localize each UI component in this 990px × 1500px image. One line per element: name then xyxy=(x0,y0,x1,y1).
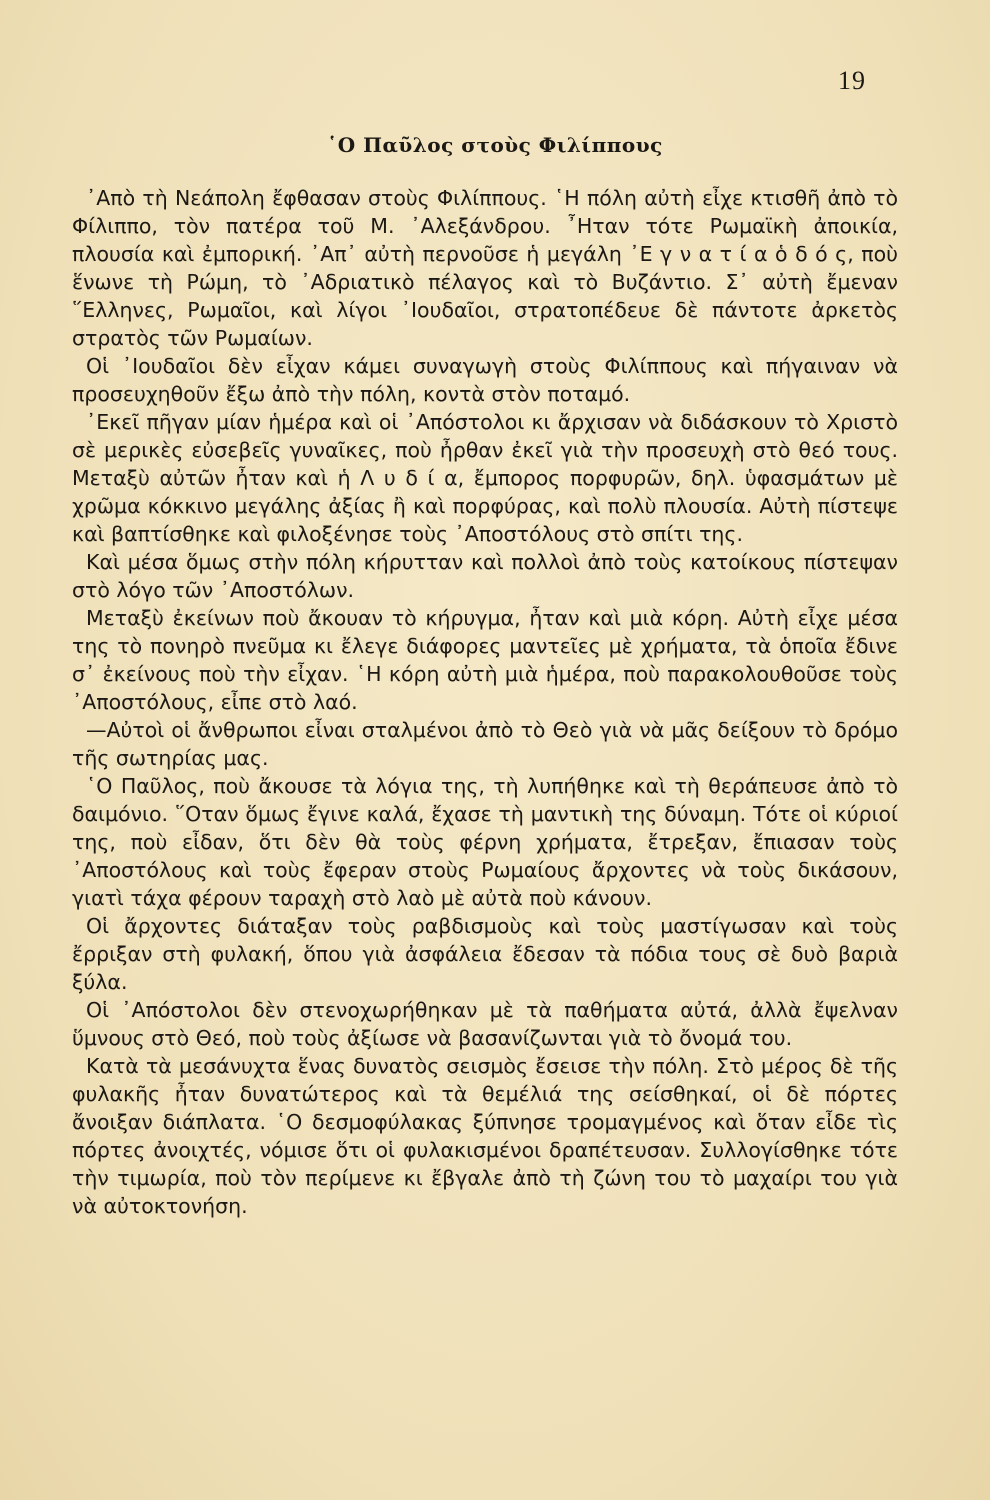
paragraph: Κατὰ τὰ μεσάνυχτα ἕνας δυνατὸς σεισμὸς ἔσεισε τὴν πόλη. Στὸ μέρος δὲ τῆς φυλακῆς ἦταν δυνατώτερος καὶ τὰ θεμέλιά της σείσθηκαί, οἱ δὲ πόρτες ἄνοιξαν διάπλατα. ῾Ο δεσμοφύλακας ξύπνησε τρομαγμένος καὶ ὅταν εἶδε τὶς πόρτες ἀνοιχτές, νόμισε ὅτι οἱ φυλακισμένοι δραπέτευσαν. Συλλογίσθηκε τότε τὴν τιμωρία, ποὺ τὸν περίμενε κι ἔβγαλε ἀπὸ τὴ ζώνη του τὸ μαχαίρι του γιὰ νὰ αὐτοκτονήση. xyxy=(72,1054,898,1218)
paragraph: Οἱ ᾿Απόστολοι δὲν στενοχωρήθηκαν μὲ τὰ παθήματα αὐτά, ἀλλὰ ἔψελναν ὕμνους στὸ Θεό, ποὺ τοὺς ἀξίωσε νὰ βασανίζωνται γιὰ τὸ ὄνομά του. xyxy=(72,998,898,1050)
paragraph: ᾿Απὸ τὴ Νεάπολη ἔφθασαν στοὺς Φιλίππους. ῾Η πόλη αὐτὴ εἶχε κτισθῆ ἀπὸ τὸ Φίλιππο, τὸν πατέρα τοῦ Μ. ᾿Αλεξάνδρου. ῏Ηταν τότε Ρωμαϊκὴ ἀποικία, πλουσία καὶ ἐμπορική. ᾿Απ᾿ αὐτὴ περνοῦσε ἡ μεγάλη ᾿Ε γ ν α τ ί α ὁ δ ό ς, ποὺ ἕνωνε τὴ Ρώμη, τὸ ᾿Αδριατικὸ πέλαγος καὶ τὸ Βυζάντιο. Σ᾿ αὐτὴ ἔμεναν ῞Ελληνες, Ρωμαῖοι, καὶ λίγοι ᾿Ιουδαῖοι, στρατοπέδευε δὲ πάντοτε ἀρκετὸς στρατὸς τῶν Ρωμαίων. xyxy=(72,186,898,350)
paragraph: Οἱ ᾿Ιουδαῖοι δὲν εἶχαν κάμει συναγωγὴ στοὺς Φιλίππους καὶ πήγαιναν νὰ προσευχηθοῦν ἔξω ἀπὸ τὴν πόλη, κοντὰ στὸν ποταμό. xyxy=(72,354,898,406)
paragraph: Οἱ ἄρχοντες διάταξαν τοὺς ραβδισμοὺς καὶ τοὺς μαστίγωσαν καὶ τοὺς ἔρριξαν στὴ φυλακή, ὅπου γιὰ ἀσφάλεια ἔδεσαν τὰ πόδια τους σὲ δυὸ βαριὰ ξύλα. xyxy=(72,914,898,994)
body-text xyxy=(72,184,898,1220)
chapter-title: ῾Ο Παῦλος στοὺς Φιλίππους xyxy=(327,133,663,157)
page-number: 19 xyxy=(838,66,866,95)
paragraph: Καὶ μέσα ὅμως στὴν πόλη κήρυτταν καὶ πολλοὶ ἀπὸ τοὺς κατοίκους πίστεψαν στὸ λόγο τῶν ᾿Αποστόλων. xyxy=(72,550,898,602)
paragraph: ῾Ο Παῦλος, ποὺ ἄκουσε τὰ λόγια της, τὴ λυπήθηκε καὶ τὴ θεράπευσε ἀπὸ τὸ δαιμόνιο. ῞Οταν ὅμως ἔγινε καλά, ἔχασε τὴ μαντικὴ της δύναμη. Τότε οἱ κύριοί της, ποὺ εἶδαν, ὅτι δὲν θὰ τοὺς φέρνη χρήματα, ἔτρεξαν, ἔπιασαν τοὺς ᾿Αποστόλους καὶ τοὺς ἔφεραν στοὺς Ρωμαίους ἄρχοντες νὰ τοὺς δικάσουν, γιατὶ τάχα φέρουν ταραχὴ στὸ λαὸ μὲ αὐτὰ ποὺ κάνουν. xyxy=(72,774,898,910)
paragraph: Μεταξὺ ἐκείνων ποὺ ἄκουαν τὸ κήρυγμα, ἦταν καὶ μιὰ κόρη. Αὐτὴ εἶχε μέσα της τὸ πονηρὸ πνεῦμα κι ἔλεγε διάφορες μαντεῖες μὲ χρήματα, τὰ ὁποῖα ἔδινε σ᾿ ἐκείνους ποὺ τὴν εἶχαν. ῾Η κόρη αὐτὴ μιὰ ἡμέρα, ποὺ παρακολουθοῦσε τοὺς ᾿Αποστόλους, εἶπε στὸ λαό. xyxy=(72,606,898,714)
paragraph: —Αὐτοὶ οἱ ἄνθρωποι εἶναι σταλμένοι ἀπὸ τὸ Θεὸ γιὰ νὰ μᾶς δείξουν τὸ δρόμο τῆς σωτηρίας μας. xyxy=(72,718,898,770)
paragraph: ᾿Εκεῖ πῆγαν μίαν ἡμέρα καὶ οἱ ᾿Απόστολοι κι ἄρχισαν νὰ διδάσκουν τὸ Χριστὸ σὲ μερικὲς εὐσεβεῖς γυναῖκες, ποὺ ἦρθαν ἐκεῖ γιὰ τὴν προσευχὴ στὸ θεό τους. Μεταξὺ αὐτῶν ἦταν καὶ ἡ Λ υ δ ί α, ἔμπορος πορφυρῶν, δηλ. ὑφασμάτων μὲ χρῶμα κόκκινο μεγάλης ἀξίας ἢ καὶ πορφύρας, καὶ πολὺ πλουσία. Αὐτὴ πίστεψε καὶ βαπτίσθηκε καὶ φιλοξένησε τοὺς ᾿Αποστόλους στὸ σπίτι της. xyxy=(72,410,898,546)
